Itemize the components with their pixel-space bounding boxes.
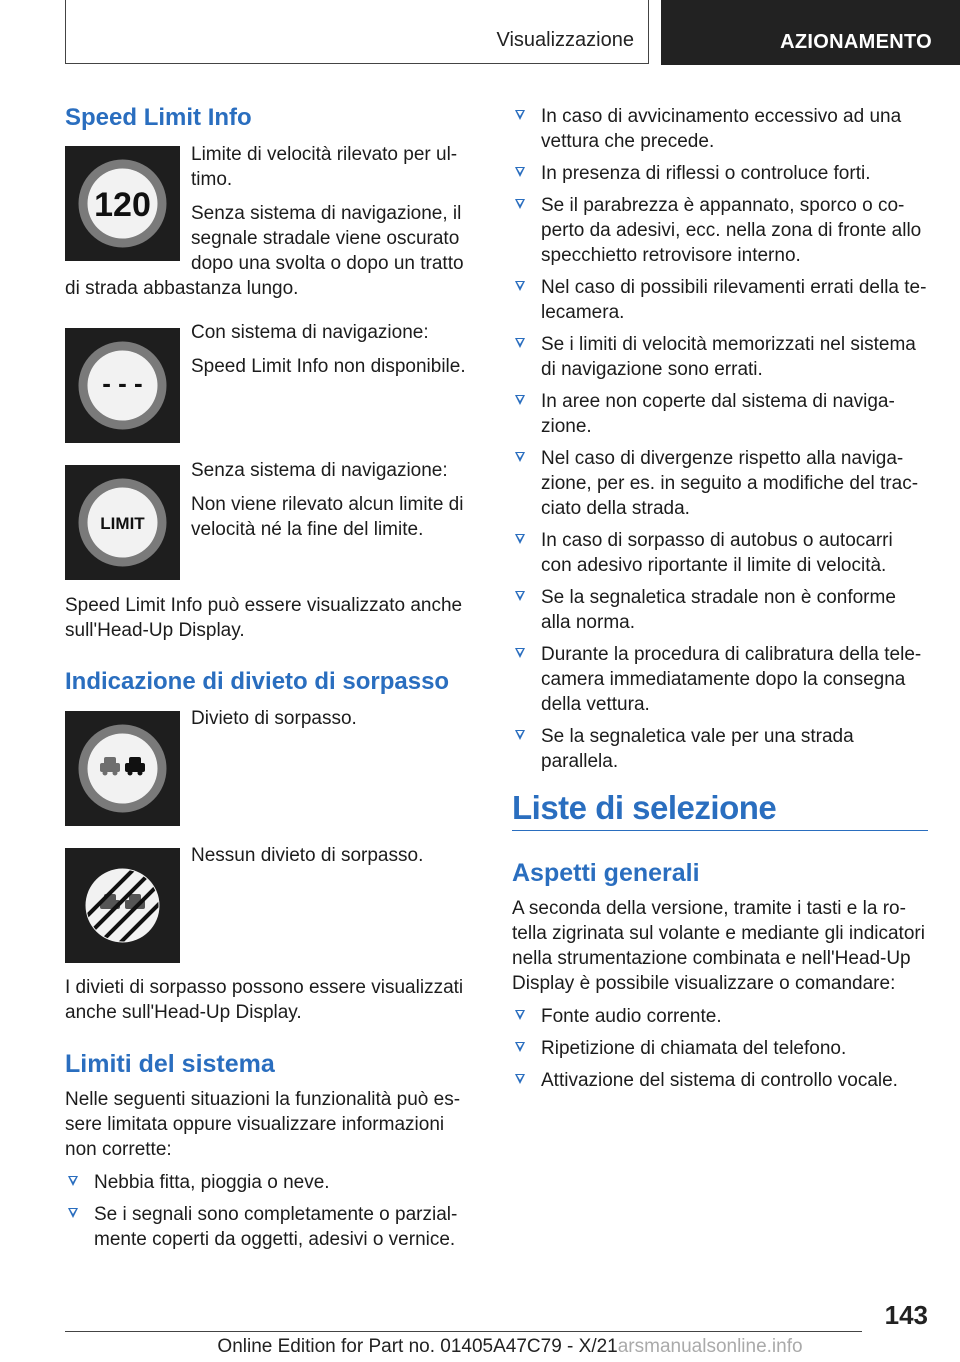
page-number: 143 [884,1300,928,1330]
header-chapter-box [661,0,960,65]
bullet-triangle-icon [515,648,525,658]
speed-sign-unavailable-icon [65,328,180,443]
no-overtaking-caption: Divieto di sorpasso. [191,708,357,729]
bullet-triangle-icon [515,338,525,348]
speed-limit-hud-note: Speed Limit Info può essere visualizzato anche sull'Head-Up Display. [65,595,463,641]
bullet-triangle-icon [68,1208,78,1218]
speed-limit-title: Speed Limit Info [65,104,252,131]
list-item: Nel caso di divergenze rispetto alla naviga-zione, per es. in seguito a modifiche del trac-ciato della strada. [512,446,928,521]
list-item: In presenza di riflessi o controluce forti. [512,161,928,186]
list-item: In caso di avvicinamento eccessivo ad una vettura che precede. [512,104,928,154]
system-limits-list-right [512,104,928,781]
system-limits-intro: Nelle seguenti situazioni la funzionalità può es-sere limitata oppure visualizzare informazioni non corrette: [65,1089,461,1160]
bullet-triangle-icon [515,395,525,405]
header-section-title: Visualizzazione [496,29,634,51]
list-item: Se la segnaletica vale per una strada parallela. [512,724,928,774]
list-item: Durante la procedura di calibratura della tele-camera immediatamente dopo la consegna della vettura. [512,642,928,717]
bullet-triangle-icon [68,1176,78,1186]
selection-lists-title: Liste di selezione [512,789,777,826]
bullet-triangle-icon [515,1010,525,1020]
bullet-triangle-icon [515,1042,525,1052]
bullet-triangle-icon [515,199,525,209]
end-no-overtaking-sign-icon [65,848,180,963]
list-item: Ripetizione di chiamata del telefono. [512,1036,928,1061]
bullet-triangle-icon [515,534,525,544]
speed-sign-120-text: 120 [94,186,151,224]
footer-watermark: arsmanualsonline.info [617,1336,803,1357]
list-item: Se i limiti di velocità memorizzati nel sistema di navigazione sono errati. [512,332,928,382]
speed-sign-limit-text: LIMIT [100,514,145,533]
list-item: Se il parabrezza è appannato, sporco o co-perto da adesivi, ecc. nella zona di fronte allo specchietto retrovisore interno. [512,193,928,268]
footer-edition: Online Edition for Part no. 01405A47C79 - X/21arsmanualsonline.info [217,1336,803,1357]
bullet-triangle-icon [515,167,525,177]
bullet-triangle-icon [515,591,525,601]
bullet-triangle-icon [515,1074,525,1084]
general-aspects-intro: A seconda della versione, tramite i tasti e la ro-tella zigrinata sul volante e mediante gli indicatori nella strumentazione combinata e nell'Head-Up Display è possibile visualizzare o comandare: [512,898,925,994]
footer-rule [65,1331,862,1332]
list-item: In caso di sorpasso di autobus o autocarri con adesivo riportante il limite di velocità. [512,528,928,578]
list-item: Nebbia fitta, pioggia o neve. [65,1170,476,1195]
system-limits-list-left [65,1170,476,1259]
list-item: Nel caso di possibili rilevamenti errati della te-lecamera. [512,275,928,325]
speed-sign-unavailable-caption: Con sistema di navigazione: Speed Limit Info non disponibile. [191,322,466,377]
list-item: Se i segnali sono completamente o parzial-mente coperti da oggetti, adesivi o vernice. [65,1202,476,1252]
general-aspects-title: Aspetti generali [512,859,700,887]
speed-sign-dashes-text: - - - [102,368,143,398]
list-item: Attivazione del sistema di controllo vocale. [512,1068,928,1093]
bullet-triangle-icon [515,281,525,291]
bullet-triangle-icon [515,110,525,120]
speed-sign-limit-icon [65,465,180,580]
bullet-triangle-icon [515,730,525,740]
bullet-triangle-icon [515,452,525,462]
header-section-box [65,0,649,64]
list-item: Fonte audio corrente. [512,1004,928,1029]
system-limits-title: Limiti del sistema [65,1050,275,1078]
end-no-overtaking-caption: Nessun divieto di sorpasso. [191,845,424,866]
selection-lists-rule [512,830,928,831]
no-overtaking-hud-note: I divieti di sorpasso possono essere visualizzati anche sull'Head-Up Display. [65,977,464,1023]
list-item: In aree non coperte dal sistema di naviga-zione. [512,389,928,439]
list-item: Se la segnaletica stradale non è conforme alla norma. [512,585,928,635]
selection-list [512,1004,928,1100]
speed-limit-p2: Senza sistema di navigazione, il segnale stradale viene oscurato dopo una svolta o dopo un tratto di strada abbastanza lungo. [65,203,464,299]
speed-sign-limit-caption: Senza sistema di navigazione: Non viene rilevato alcun limite di velocità né la fine del limite. [191,460,464,540]
speed-sign-120-icon [65,146,180,261]
no-overtaking-sign-icon [65,711,180,826]
speed-limit-description [65,142,476,310]
no-overtaking-title: Indicazione di divieto di sorpasso [65,668,450,695]
speed-limit-p1: Limite di velocità rilevato per ul-timo. [191,144,458,190]
header-chapter-title: AZIONAMENTO [780,31,932,53]
